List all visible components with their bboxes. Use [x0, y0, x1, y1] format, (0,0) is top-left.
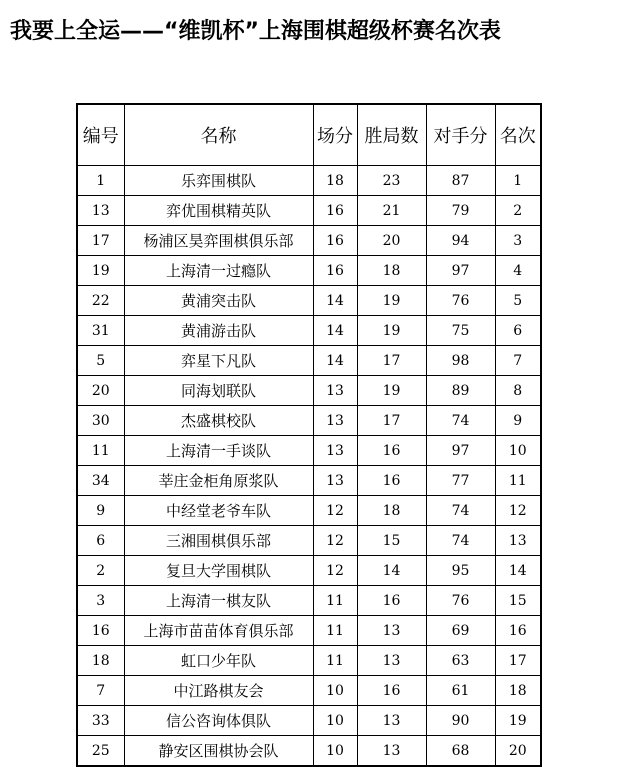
column-header-id: 编号: [77, 104, 124, 166]
cell-rank: 9: [495, 406, 541, 436]
table-row: [77, 256, 541, 286]
cell-team-name: 上海清一手谈队: [124, 436, 313, 466]
table-row: [77, 526, 541, 556]
cell-points: 12: [313, 496, 357, 526]
cell-id: 13: [77, 196, 124, 226]
cell-points: 14: [313, 286, 357, 316]
cell-id: 16: [77, 616, 124, 646]
column-header-opponent-score: 对手分: [426, 104, 495, 166]
cell-rank: 11: [495, 466, 541, 496]
cell-id: 9: [77, 496, 124, 526]
cell-wins: 19: [357, 316, 426, 346]
cell-opponent-score: 79: [426, 196, 495, 226]
cell-team-name: 弈优围棋精英队: [124, 196, 313, 226]
cell-points: 11: [313, 586, 357, 616]
cell-rank: 18: [495, 676, 541, 706]
cell-rank: 13: [495, 526, 541, 556]
table-row: [77, 436, 541, 466]
table-row: [77, 226, 541, 256]
cell-id: 33: [77, 706, 124, 736]
cell-wins: 13: [357, 706, 426, 736]
cell-wins: 16: [357, 466, 426, 496]
cell-rank: 5: [495, 286, 541, 316]
cell-points: 16: [313, 196, 357, 226]
cell-wins: 17: [357, 406, 426, 436]
cell-opponent-score: 74: [426, 406, 495, 436]
cell-wins: 16: [357, 436, 426, 466]
cell-wins: 15: [357, 526, 426, 556]
cell-points: 10: [313, 706, 357, 736]
cell-points: 11: [313, 646, 357, 676]
cell-team-name: 三湘围棋俱乐部: [124, 526, 313, 556]
cell-wins: 13: [357, 736, 426, 767]
table-header-row: [77, 104, 541, 166]
cell-id: 20: [77, 376, 124, 406]
cell-rank: 15: [495, 586, 541, 616]
cell-rank: 4: [495, 256, 541, 286]
cell-rank: 8: [495, 376, 541, 406]
column-header-wins: 胜局数: [357, 104, 426, 166]
cell-id: 5: [77, 346, 124, 376]
cell-id: 6: [77, 526, 124, 556]
cell-wins: 17: [357, 346, 426, 376]
cell-rank: 3: [495, 226, 541, 256]
cell-team-name: 上海清一棋友队: [124, 586, 313, 616]
cell-opponent-score: 94: [426, 226, 495, 256]
cell-points: 14: [313, 346, 357, 376]
cell-id: 22: [77, 286, 124, 316]
cell-id: 7: [77, 676, 124, 706]
cell-wins: 21: [357, 196, 426, 226]
cell-id: 2: [77, 556, 124, 586]
table-row: [77, 466, 541, 496]
cell-rank: 16: [495, 616, 541, 646]
cell-id: 18: [77, 646, 124, 676]
cell-rank: 6: [495, 316, 541, 346]
table-row: [77, 316, 541, 346]
cell-rank: 14: [495, 556, 541, 586]
table-row: [77, 736, 541, 767]
cell-id: 1: [77, 166, 124, 196]
standings-table: [76, 103, 542, 767]
cell-id: 19: [77, 256, 124, 286]
cell-team-name: 静安区围棋协会队: [124, 736, 313, 767]
cell-wins: 19: [357, 286, 426, 316]
cell-opponent-score: 69: [426, 616, 495, 646]
table-row: [77, 346, 541, 376]
cell-points: 10: [313, 676, 357, 706]
table-row: [77, 646, 541, 676]
cell-team-name: 中江路棋友会: [124, 676, 313, 706]
table-row: [77, 286, 541, 316]
cell-opponent-score: 76: [426, 586, 495, 616]
cell-rank: 1: [495, 166, 541, 196]
cell-rank: 19: [495, 706, 541, 736]
cell-id: 17: [77, 226, 124, 256]
cell-id: 11: [77, 436, 124, 466]
cell-opponent-score: 75: [426, 316, 495, 346]
cell-opponent-score: 98: [426, 346, 495, 376]
cell-opponent-score: 90: [426, 706, 495, 736]
table-row: [77, 496, 541, 526]
column-header-name: 名称: [124, 104, 313, 166]
table-row: [77, 676, 541, 706]
cell-wins: 18: [357, 256, 426, 286]
cell-opponent-score: 97: [426, 436, 495, 466]
cell-opponent-score: 89: [426, 376, 495, 406]
cell-opponent-score: 74: [426, 496, 495, 526]
cell-opponent-score: 63: [426, 646, 495, 676]
table-row: [77, 616, 541, 646]
cell-points: 13: [313, 466, 357, 496]
cell-points: 14: [313, 316, 357, 346]
cell-points: 12: [313, 526, 357, 556]
cell-team-name: 虹口少年队: [124, 646, 313, 676]
cell-rank: 17: [495, 646, 541, 676]
cell-points: 13: [313, 436, 357, 466]
cell-points: 11: [313, 616, 357, 646]
cell-team-name: 黄浦突击队: [124, 286, 313, 316]
cell-rank: 10: [495, 436, 541, 466]
table-row: [77, 376, 541, 406]
cell-points: 10: [313, 736, 357, 767]
table-row: [77, 196, 541, 226]
cell-wins: 14: [357, 556, 426, 586]
cell-wins: 13: [357, 616, 426, 646]
cell-team-name: 中经堂老爷车队: [124, 496, 313, 526]
cell-team-name: 黄浦游击队: [124, 316, 313, 346]
cell-rank: 2: [495, 196, 541, 226]
cell-team-name: 杨浦区昊弈围棋俱乐部: [124, 226, 313, 256]
page-title: 我要上全运——“维凯杯”上海围棋超级杯赛名次表: [10, 19, 501, 44]
table-row: [77, 706, 541, 736]
cell-team-name: 莘庄金柜角原浆队: [124, 466, 313, 496]
cell-id: 25: [77, 736, 124, 767]
cell-id: 34: [77, 466, 124, 496]
cell-opponent-score: 87: [426, 166, 495, 196]
cell-points: 13: [313, 376, 357, 406]
cell-opponent-score: 74: [426, 526, 495, 556]
cell-opponent-score: 77: [426, 466, 495, 496]
cell-opponent-score: 61: [426, 676, 495, 706]
cell-rank: 7: [495, 346, 541, 376]
cell-team-name: 弈星下凡队: [124, 346, 313, 376]
table-row: [77, 586, 541, 616]
cell-wins: 13: [357, 646, 426, 676]
cell-team-name: 杰盛棋校队: [124, 406, 313, 436]
cell-id: 3: [77, 586, 124, 616]
cell-points: 18: [313, 166, 357, 196]
table-row: [77, 166, 541, 196]
table-row: [77, 556, 541, 586]
cell-rank: 20: [495, 736, 541, 767]
cell-opponent-score: 76: [426, 286, 495, 316]
cell-wins: 20: [357, 226, 426, 256]
cell-id: 30: [77, 406, 124, 436]
cell-team-name: 上海清一过瘾队: [124, 256, 313, 286]
cell-rank: 12: [495, 496, 541, 526]
cell-points: 13: [313, 406, 357, 436]
cell-opponent-score: 95: [426, 556, 495, 586]
cell-points: 12: [313, 556, 357, 586]
cell-points: 16: [313, 226, 357, 256]
column-header-points: 场分: [313, 104, 357, 166]
cell-team-name: 乐弈围棋队: [124, 166, 313, 196]
cell-team-name: 同海划联队: [124, 376, 313, 406]
cell-wins: 18: [357, 496, 426, 526]
table-row: [77, 406, 541, 436]
cell-wins: 16: [357, 676, 426, 706]
cell-team-name: 信公咨询体俱队: [124, 706, 313, 736]
cell-id: 31: [77, 316, 124, 346]
cell-wins: 23: [357, 166, 426, 196]
cell-opponent-score: 68: [426, 736, 495, 767]
column-header-rank: 名次: [495, 104, 541, 166]
cell-opponent-score: 97: [426, 256, 495, 286]
cell-team-name: 复旦大学围棋队: [124, 556, 313, 586]
cell-wins: 19: [357, 376, 426, 406]
cell-wins: 16: [357, 586, 426, 616]
cell-points: 16: [313, 256, 357, 286]
cell-team-name: 上海市苗苗体育俱乐部: [124, 616, 313, 646]
